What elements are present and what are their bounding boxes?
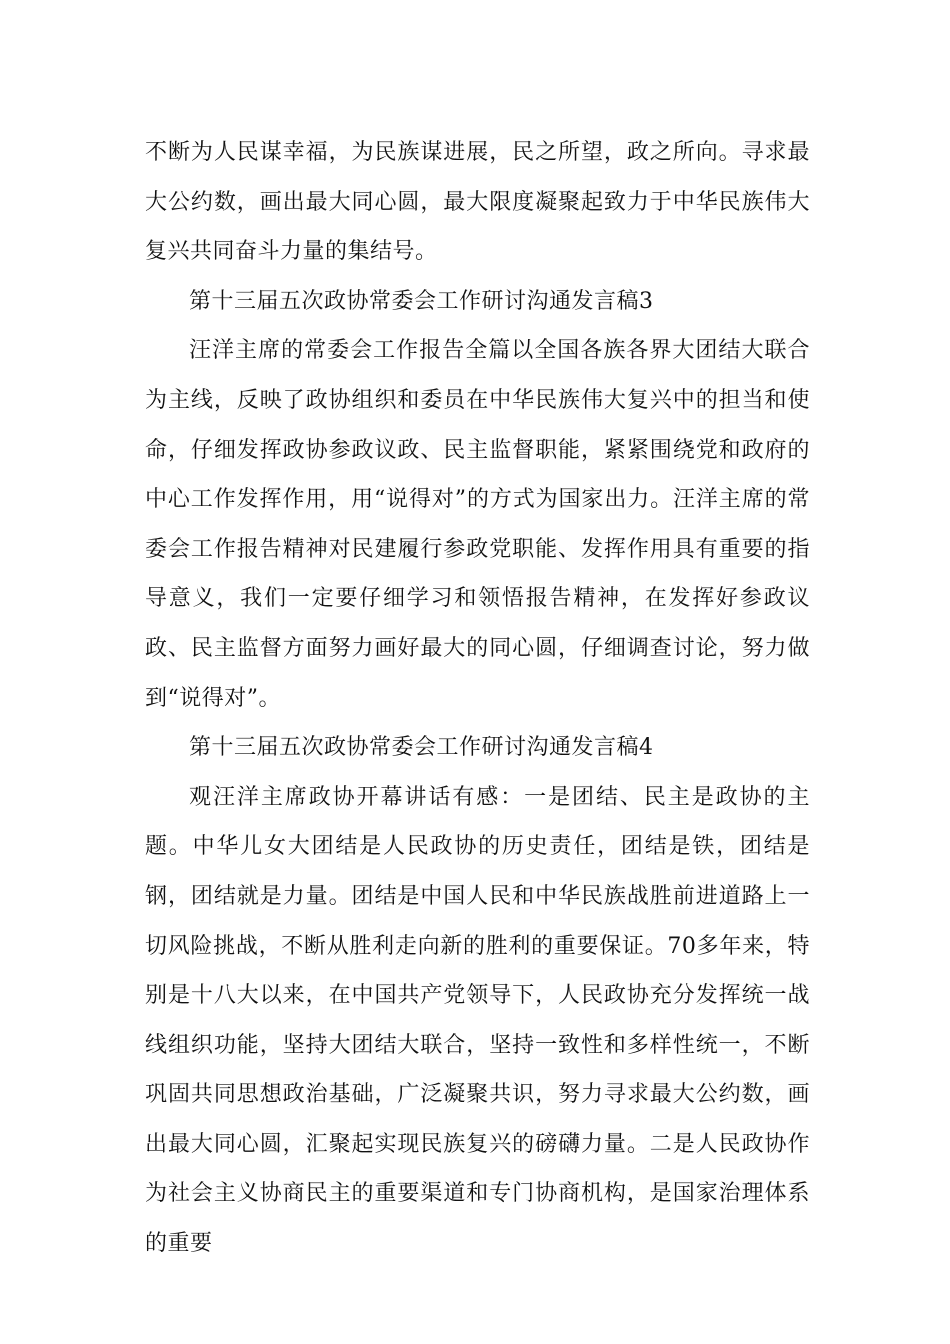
section-heading-4: 第十三届五次政协常委会工作研讨沟通发言稿4 — [189, 735, 654, 761]
paragraph-speech-4: 观汪洋主席政协开幕讲话有感：一是团结、民主是政协的主题。中华儿女大团结是人民政协的历史责任，团结是铁，团结是钢，团结就是力量。团结是中国人民和中华民族战胜前进道路上一切风险挑战，不断从胜利走向新的胜利的重要保证。70多年来，特别是十八大以来，在中国共产党领导下，人民政协充分发挥统一战线组织功能，坚持大团结大联合，坚持一致性和多样性统一，不断巩固共同思想政治基础，广泛凝聚共识，努力寻求最大公约数，画出最大同心圆，汇聚起实现民族复兴的磅礴力量。二是人民政协作为社会主义协商民主的重要渠道和专门协商机构，是国家治理体系的重要 — [145, 784, 810, 1257]
section-heading-3: 第十三届五次政协常委会工作研讨沟通发言稿3 — [189, 288, 654, 314]
document-body — [145, 128, 810, 1269]
paragraph-continuation: 不断为人民谋幸福，为民族谋进展，民之所望，政之所向。寻求最大公约数，画出最大同心圆，最大限度凝聚起致力于中华民族伟大复兴共同奋斗力量的集结号。 — [145, 140, 810, 265]
paragraph-speech-3: 汪洋主席的常委会工作报告全篇以全国各族各界大团结大联合为主线，反映了政协组织和委员在中华民族伟大复兴中的担当和使命，仔细发挥政协参政议政、民主监督职能，紧紧围绕党和政府的中心工作发挥作用，用“说得对”的方式为国家出力。汪洋主席的常委会工作报告精神对民建履行参政党职能、发挥作用具有重要的指导意义，我们一定要仔细学习和领悟报告精神，在发挥好参政议政、民主监督方面努力画好最大的同心圆，仔细调查讨论，努力做到“说得对”。 — [145, 338, 810, 711]
